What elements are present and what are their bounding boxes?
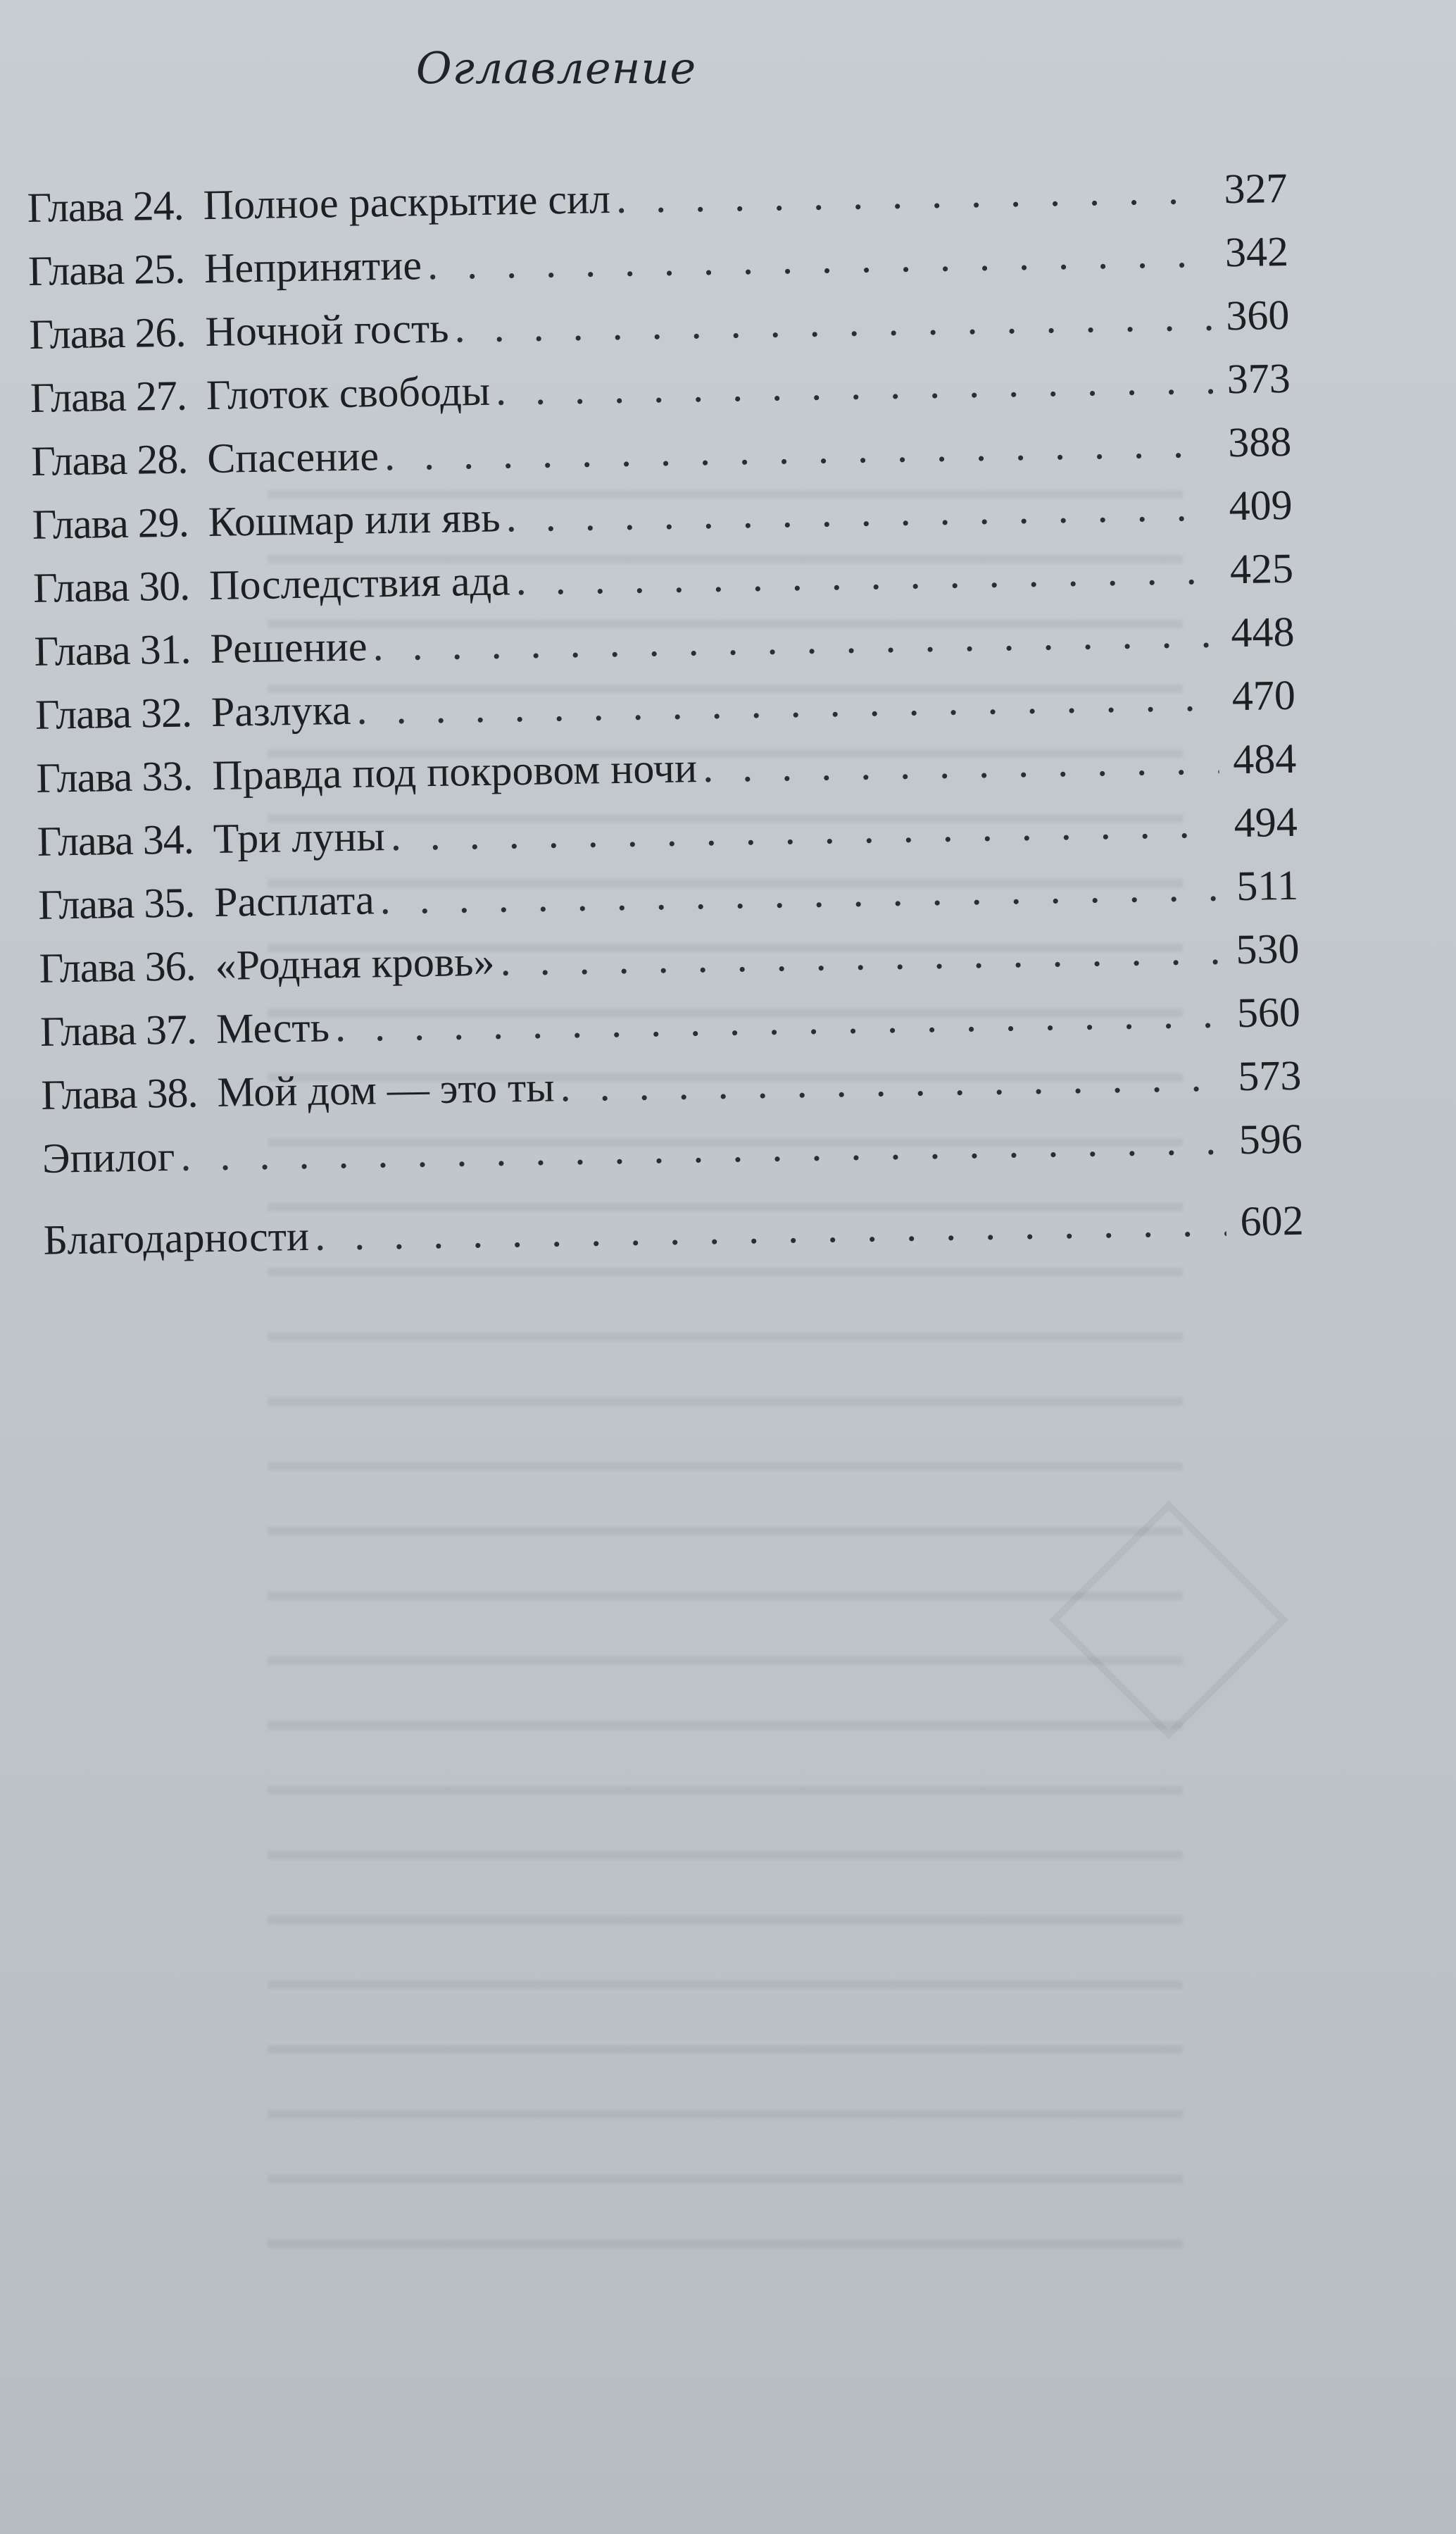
chapter-number: Глава 29.	[32, 499, 189, 548]
show-through-age-mark	[1049, 1500, 1288, 1739]
page-number: 596	[1238, 1115, 1303, 1163]
dot-leader	[454, 285, 1212, 360]
page-number: 425	[1229, 544, 1294, 593]
dot-leader	[506, 475, 1215, 549]
chapter-number: Глава 38.	[40, 1069, 198, 1118]
page-heading: Оглавление	[415, 42, 697, 94]
section-title: Благодарности	[43, 1212, 310, 1263]
chapter-title: Ночной гость	[204, 304, 449, 356]
toc-entry-acknowledgements	[43, 1189, 1304, 1272]
chapter-title: Правда под покровом ночи	[211, 744, 698, 799]
dot-leader	[560, 1044, 1224, 1118]
page-number: 602	[1240, 1197, 1305, 1245]
chapter-title: Месть	[215, 1004, 330, 1052]
chapter-number: Глава 32.	[34, 689, 192, 738]
page-number: 573	[1237, 1051, 1302, 1100]
chapter-title: Спасение	[206, 432, 379, 482]
dot-leader	[515, 538, 1217, 613]
dot-leader	[500, 918, 1222, 992]
page-number: 484	[1232, 735, 1297, 783]
chapter-title: Решение	[210, 623, 368, 672]
chapter-title: Разлука	[211, 686, 351, 735]
chapter-title: Три луны	[213, 813, 386, 862]
dot-leader	[314, 1190, 1226, 1267]
chapter-number: Глава 24.	[27, 182, 184, 231]
chapter-number: Глава 30.	[32, 562, 190, 611]
page-number: 388	[1227, 418, 1292, 466]
chapter-number: Глава 33.	[35, 752, 193, 801]
page-number: 511	[1236, 861, 1299, 910]
table-of-contents	[27, 156, 1304, 1272]
chapter-number: Глава 37.	[39, 1006, 197, 1055]
chapter-number: Глава 28.	[30, 435, 188, 485]
dot-leader	[702, 728, 1219, 800]
page-number: 327	[1223, 164, 1288, 213]
page-number: 360	[1225, 291, 1290, 339]
chapter-number: Глава 36.	[39, 942, 196, 992]
page-number: 342	[1224, 227, 1289, 276]
chapter-title: Непринятие	[203, 242, 422, 292]
page-number: 470	[1231, 671, 1296, 720]
chapter-title: Полное раскрытие сил	[203, 175, 611, 229]
page-number: 448	[1230, 608, 1295, 656]
chapter-number: Глава 35.	[37, 879, 195, 928]
chapter-title: Кошмар или явь	[208, 494, 501, 546]
chapter-title: Мой дом — это ты	[216, 1063, 555, 1116]
chapter-title: Глоток свободы	[206, 367, 491, 419]
page-number: 409	[1229, 481, 1293, 530]
page-number: 494	[1234, 798, 1298, 847]
chapter-number: Глава 25.	[27, 245, 185, 294]
dot-leader	[615, 158, 1210, 230]
chapter-number: Глава 27.	[30, 372, 187, 421]
chapter-title: Расплата	[213, 876, 375, 925]
chapter-title: Последствия ада	[208, 557, 511, 608]
chapter-number: Глава 34.	[37, 816, 194, 865]
page-number: 560	[1236, 988, 1301, 1037]
chapter-title: «Родная кровь»	[215, 937, 495, 989]
dot-leader	[427, 221, 1211, 297]
page-number: 373	[1226, 354, 1291, 403]
dot-leader	[495, 348, 1213, 423]
section-title: Эпилог	[42, 1132, 175, 1182]
chapter-number: Глава 31.	[34, 625, 192, 675]
page-number: 530	[1235, 925, 1300, 973]
chapter-number: Глава 26.	[29, 308, 186, 358]
